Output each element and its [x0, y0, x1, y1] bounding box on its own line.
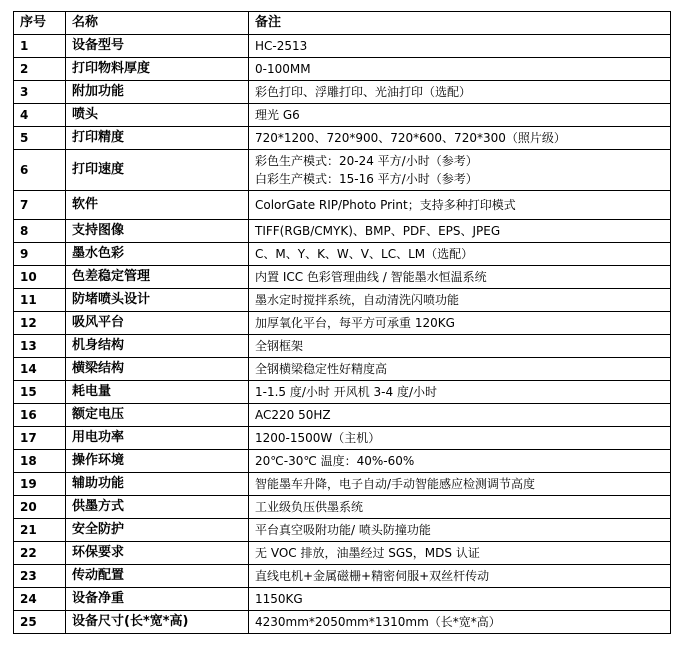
note-line: 全钢横梁稳定性好精度高 [255, 362, 388, 376]
note-line: AC220 50HZ [255, 408, 331, 422]
spec-table [13, 11, 671, 634]
row-number: 21 [14, 519, 66, 542]
row-number: 15 [14, 381, 66, 404]
table-row [14, 473, 671, 496]
row-note [249, 150, 671, 191]
row-number: 3 [14, 81, 66, 104]
row-number: 12 [14, 312, 66, 335]
row-note [249, 312, 671, 335]
table-row [14, 335, 671, 358]
table-row [14, 312, 671, 335]
row-name: 打印物料厚度 [66, 58, 249, 81]
note-line: 20℃-30℃ 温度：40%-60% [255, 454, 415, 468]
note-line: 4230mm*2050mm*1310mm（长*宽*高） [255, 615, 501, 629]
row-note [249, 404, 671, 427]
row-number: 24 [14, 588, 66, 611]
row-note [249, 81, 671, 104]
row-number: 18 [14, 450, 66, 473]
row-number: 9 [14, 243, 66, 266]
row-name: 喷头 [66, 104, 249, 127]
note-line: 1-1.5 度/小时 开风机 3-4 度/小时 [255, 385, 437, 399]
row-number: 11 [14, 289, 66, 312]
table-row [14, 519, 671, 542]
row-name: 传动配置 [66, 565, 249, 588]
note-line: 理光 G6 [255, 108, 300, 122]
row-number: 6 [14, 150, 66, 191]
row-note [249, 427, 671, 450]
row-note [249, 565, 671, 588]
row-note [249, 542, 671, 565]
note-line: 彩色生产模式：20-24 平方/小时（参考） [255, 154, 478, 168]
row-number: 20 [14, 496, 66, 519]
table-row [14, 588, 671, 611]
table-row [14, 150, 671, 191]
table-row [14, 496, 671, 519]
row-number: 23 [14, 565, 66, 588]
note-line: 1150KG [255, 592, 303, 606]
table-row [14, 404, 671, 427]
row-number: 10 [14, 266, 66, 289]
row-name: 支持图像 [66, 220, 249, 243]
row-note [249, 335, 671, 358]
table-row [14, 104, 671, 127]
row-name: 机身结构 [66, 335, 249, 358]
table-row [14, 381, 671, 404]
row-number: 25 [14, 611, 66, 634]
row-note [249, 243, 671, 266]
table-row [14, 565, 671, 588]
row-note [249, 35, 671, 58]
note-line: 720*1200、720*900、720*600、720*300（照片级） [255, 131, 566, 145]
note-line: 加厚氧化平台，每平方可承重 120KG [255, 316, 455, 330]
row-note [249, 58, 671, 81]
row-name: 墨水色彩 [66, 243, 249, 266]
row-number: 22 [14, 542, 66, 565]
row-note [249, 127, 671, 150]
row-number: 16 [14, 404, 66, 427]
row-name: 设备净重 [66, 588, 249, 611]
row-note [249, 588, 671, 611]
row-name: 色差稳定管理 [66, 266, 249, 289]
note-line: 无 VOC 排放，油墨经过 SGS，MDS 认证 [255, 546, 480, 560]
table-row [14, 191, 671, 220]
note-line: 彩色打印、浮雕打印、光油打印（选配） [255, 85, 472, 99]
row-note [249, 191, 671, 220]
note-line: 1200-1500W（主机） [255, 431, 381, 445]
row-name: 操作环境 [66, 450, 249, 473]
header-note: 备注 [249, 12, 671, 35]
table-row [14, 243, 671, 266]
row-name: 附加功能 [66, 81, 249, 104]
row-name: 额定电压 [66, 404, 249, 427]
note-line: 工业级负压供墨系统 [255, 500, 364, 514]
header-no: 序号 [14, 12, 66, 35]
row-name: 横梁结构 [66, 358, 249, 381]
table-row [14, 266, 671, 289]
row-number: 2 [14, 58, 66, 81]
table-row [14, 220, 671, 243]
table-row [14, 81, 671, 104]
row-name: 环保要求 [66, 542, 249, 565]
note-line: 直线电机+金属磁栅+精密伺服+双丝杆传动 [255, 569, 490, 583]
row-name: 辅助功能 [66, 473, 249, 496]
row-number: 17 [14, 427, 66, 450]
row-note [249, 104, 671, 127]
row-number: 1 [14, 35, 66, 58]
row-number: 7 [14, 191, 66, 220]
note-line: ColorGate RIP/Photo Print；支持多种打印模式 [255, 198, 516, 212]
row-name: 用电功率 [66, 427, 249, 450]
table-row [14, 127, 671, 150]
note-line: C、M、Y、K、W、V、LC、LM（选配） [255, 247, 474, 261]
row-name: 打印速度 [66, 150, 249, 191]
table-row [14, 611, 671, 634]
table-row [14, 542, 671, 565]
row-name: 设备尺寸(长*宽*高) [66, 611, 249, 634]
note-line: 平台真空吸附功能/ 喷头防撞功能 [255, 523, 431, 537]
row-number: 8 [14, 220, 66, 243]
row-note [249, 220, 671, 243]
row-note [249, 519, 671, 542]
note-line: TIFF(RGB/CMYK)、BMP、PDF、EPS、JPEG [255, 224, 501, 238]
row-note [249, 611, 671, 634]
row-number: 4 [14, 104, 66, 127]
table-row [14, 35, 671, 58]
row-number: 19 [14, 473, 66, 496]
note-line: 白彩生产模式：15-16 平方/小时（参考） [255, 172, 478, 186]
table-row [14, 450, 671, 473]
note-line: HC-2513 [255, 39, 308, 53]
table-row [14, 289, 671, 312]
row-note [249, 381, 671, 404]
row-name: 打印精度 [66, 127, 249, 150]
row-name: 供墨方式 [66, 496, 249, 519]
row-name: 吸风平台 [66, 312, 249, 335]
row-number: 13 [14, 335, 66, 358]
note-line: 智能墨车升降，电子自动/手动智能感应检测调节高度 [255, 477, 536, 491]
table-row [14, 427, 671, 450]
note-line: 内置 ICC 色彩管理曲线 / 智能墨水恒温系统 [255, 270, 487, 284]
row-number: 5 [14, 127, 66, 150]
row-name: 防堵喷头设计 [66, 289, 249, 312]
row-note [249, 266, 671, 289]
note-line: 墨水定时搅拌系统，自动清洗闪喷功能 [255, 293, 460, 307]
note-line: 0-100MM [255, 62, 311, 76]
row-note [249, 473, 671, 496]
table-row [14, 358, 671, 381]
row-note [249, 289, 671, 312]
note-line: 全钢框架 [255, 339, 304, 353]
row-name: 安全防护 [66, 519, 249, 542]
row-note [249, 496, 671, 519]
row-name: 耗电量 [66, 381, 249, 404]
table-header-row [14, 12, 671, 35]
row-name: 软件 [66, 191, 249, 220]
row-note [249, 450, 671, 473]
header-name: 名称 [66, 12, 249, 35]
table-row [14, 58, 671, 81]
row-number: 14 [14, 358, 66, 381]
row-name: 设备型号 [66, 35, 249, 58]
spec-table-body [14, 35, 671, 634]
row-note [249, 358, 671, 381]
